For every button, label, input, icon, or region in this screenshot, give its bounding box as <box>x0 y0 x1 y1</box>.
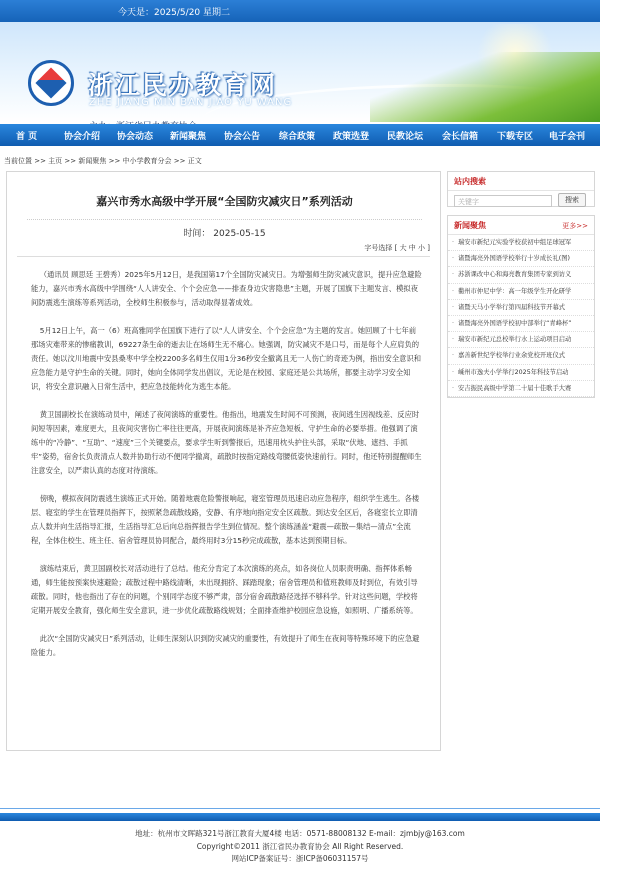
article-title: 嘉兴市秀水高级中学开展“全国防灾减灾日”系列活动 <box>96 195 353 208</box>
news-list-item[interactable]: · 嵊州市逸夫小学举行2025年科技节启动 <box>448 365 594 381</box>
news-list-item[interactable]: · 诸暨海亮外国语学校举行十岁成长礼(图) <box>448 251 594 267</box>
footer-bar <box>0 813 600 821</box>
meta-divider <box>17 256 430 257</box>
site-title[interactable]: 浙江民办教育网 <box>88 71 278 100</box>
news-more-link[interactable]: 更多>> <box>562 222 588 230</box>
footer-address: 地址：杭州市文晖路321号浙江教育大厦4楼 电话：0571-88008132 E-mail：zjmbjy@163.com <box>135 829 465 838</box>
nav-policy[interactable]: 综合政策 <box>279 132 316 142</box>
nav-policy-selected[interactable]: 政策选登 <box>333 132 370 142</box>
search-button[interactable]: 搜索 <box>558 193 586 207</box>
news-list-item[interactable]: · 诸暨海亮外国语学校初中部举行“青峰杯” <box>448 316 594 332</box>
article-paragraph: 此次“全国防灾减灾日”系列活动，让师生深刻认识到防灾减灾的重要性，有效提升了师生在夜间等特殊环境下的应急避险能力。 <box>31 634 420 657</box>
news-list-item[interactable]: · 安吉振民高级中学第二十届十佳歌手大赛 <box>448 381 594 397</box>
article-paragraph: （通讯员 顾思廷 王碧秀）2025年5月12日，是我国第17个全国防灾减灾日。为增强师生防灾减灾意识，提升应急避险能力，嘉兴市秀水高级中学围绕“人人讲安全、个个会应急——排查身边灾害隐患”主题，开展了国旗下主题发言、模拟夜间防震逃生演练等系列活动，全校师生积极参与，活动取得显著成效。 <box>31 270 422 307</box>
nav-home[interactable]: 首 页 <box>16 132 38 142</box>
nav-forum[interactable]: 民教论坛 <box>387 132 424 142</box>
current-date: 今天是：2025/5/20 星期二 <box>118 8 231 18</box>
footer-icp[interactable]: 网站ICP备案证号：浙ICP备06031157号 <box>231 854 369 863</box>
search-input[interactable]: 关键字 <box>454 195 552 207</box>
top-bar <box>0 0 600 22</box>
nav-announcements[interactable]: 协会公告 <box>224 132 261 142</box>
main-nav <box>0 124 600 146</box>
nav-about[interactable]: 协会介绍 <box>64 132 101 142</box>
footer-copyright: Copyright©2011 浙江省民办教育协会 All Right Reserved. <box>196 841 404 851</box>
article-time: 时间： 2025-05-15 <box>183 229 266 239</box>
site-banner <box>0 22 600 122</box>
news-list-item[interactable]: · 衢州市仲尼中学：高一年级学生开化研学 <box>448 284 594 300</box>
nav-ejournal[interactable]: 电子会刊 <box>549 132 586 142</box>
article-paragraph: 黄卫国副校长在演练动员中，阐述了夜间演练的重要性。他指出，地震发生时间不可预测，夜间逃生因视线差、反应时间短等因素，难度更大，且夜间灾害伤亡率往往更高，开展夜间演练是补齐应急短板、守护生命的必要举措。他强调了演练中的“冷静”、“互助”、“速度”三个关键要点，要求学生听到警报后，迅速用枕头护住头部，采取“伏地、遮挡、手抓牢”姿势，宿舍长负责清点人数并协助行动不便同学撤离，疏散时按指定路线弯腰低姿快速前行。同时，他还特别提醒师生注意安全，以严肃认真的态度对待演练。 <box>31 410 422 475</box>
news-focus-box <box>447 215 595 398</box>
news-list-item[interactable]: · 瑞安市新纪元实验学校获初中组足球冠军 <box>448 235 594 251</box>
article-panel <box>6 171 441 751</box>
footer-divider <box>0 808 600 809</box>
article-paragraph: 5月12日上午，高一（6）班高雅同学在国旗下进行了以“人人讲安全、个个会应急”为主题的发言。她回顾了十七年前那场灾难带来的惨痛教训，69227条生命的逝去让在场师生无不痛心。她强调，防灾减灾不是口号，而是每个人应肩负的责任。她以汶川地震中安县桑枣中学全校2200多名师生仅用1分36秒安全撤离且无一人伤亡的奇迹为例，指出安全意识和应急能力是守护生命的关键。同时，她向全体同学发出倡议，无论是在校园、家庭还是公共场所，都要主动学习安全知识，将安全意识融入日常生活中，把应急技能转化为逃生本能。 <box>31 326 422 391</box>
news-list-item[interactable]: · 苏浙课改中心和海亮教育集团专家到访义 <box>448 267 594 283</box>
banner-grass <box>370 52 600 122</box>
nav-news-dynamic[interactable]: 协会动态 <box>117 132 154 142</box>
sidebar <box>447 171 595 398</box>
search-header <box>448 172 594 191</box>
nav-download[interactable]: 下载专区 <box>497 132 534 142</box>
site-search-box <box>447 171 595 207</box>
title-divider <box>27 219 422 220</box>
site-logo-icon[interactable] <box>28 60 74 106</box>
news-title: 新闻聚焦 <box>454 221 486 230</box>
font-size-selector[interactable]: 字号选择 [ 大 中 小 ] <box>364 244 430 252</box>
search-title: 站内搜索 <box>454 177 486 186</box>
article-paragraph: 傍晚，模拟夜间防震逃生演练正式开始。随着地震危险警报响起，寝室管理员迅速启动应急程序，组织学生逃生。各楼层、寝室的学生在管理员指挥下，按照紧急疏散线路，安静、有序地向指定安全区疏散。到达安全区后，各寝室长立即清点人数并向生活指导汇报，生活指导汇总后向总指挥报告学生到位情况。整个演练涵盖“避震—疏散—集结—清点”全流程，全体住校生、班主任、宿舍管理员协同配合，最终用时3分15秒完成疏散，基本达到预期目标。 <box>31 494 420 545</box>
news-list-item[interactable]: · 嘉善新世纪学校举行业余党校开班仪式 <box>448 348 594 364</box>
news-header <box>448 216 594 235</box>
article-body <box>31 268 423 674</box>
site-subtitle: ZHE JIANG MIN BAN JIAO YU WANG <box>89 97 293 108</box>
nav-mailbox[interactable]: 会长信箱 <box>442 132 479 142</box>
news-list-item[interactable]: · 瑞安市新纪元总校举行水上运动项目启动 <box>448 332 594 348</box>
breadcrumb[interactable]: 当前位置 >> 主页 >> 新闻聚焦 >> 中小学教育分会 >> 正文 <box>4 157 202 165</box>
article-paragraph: 演练结束后，黄卫国副校长对活动进行了总结。他充分肯定了本次演练的亮点，如各岗位人员职责明确、指挥体系畅通，师生能按预案快速避险；疏散过程中路线清晰，未出现拥挤、踩踏现象；宿舍管理员和值班教师及时到位，有效引导疏散。同时，他也指出了存在的问题，个别同学态度不够严肃，部分宿舍疏散路径选择不够科学。针对这些问题，学校将定期开展安全教育，强化师生安全意识，进一步优化疏散路线规划；全面排查维护校园应急设施，如照明、广播系统等。 <box>31 564 418 615</box>
site-footer <box>0 828 600 866</box>
nav-news-focus[interactable]: 新闻聚焦 <box>170 132 207 142</box>
news-list-item[interactable]: · 诸暨天马小学举行第四届科技节开幕式 <box>448 300 594 316</box>
